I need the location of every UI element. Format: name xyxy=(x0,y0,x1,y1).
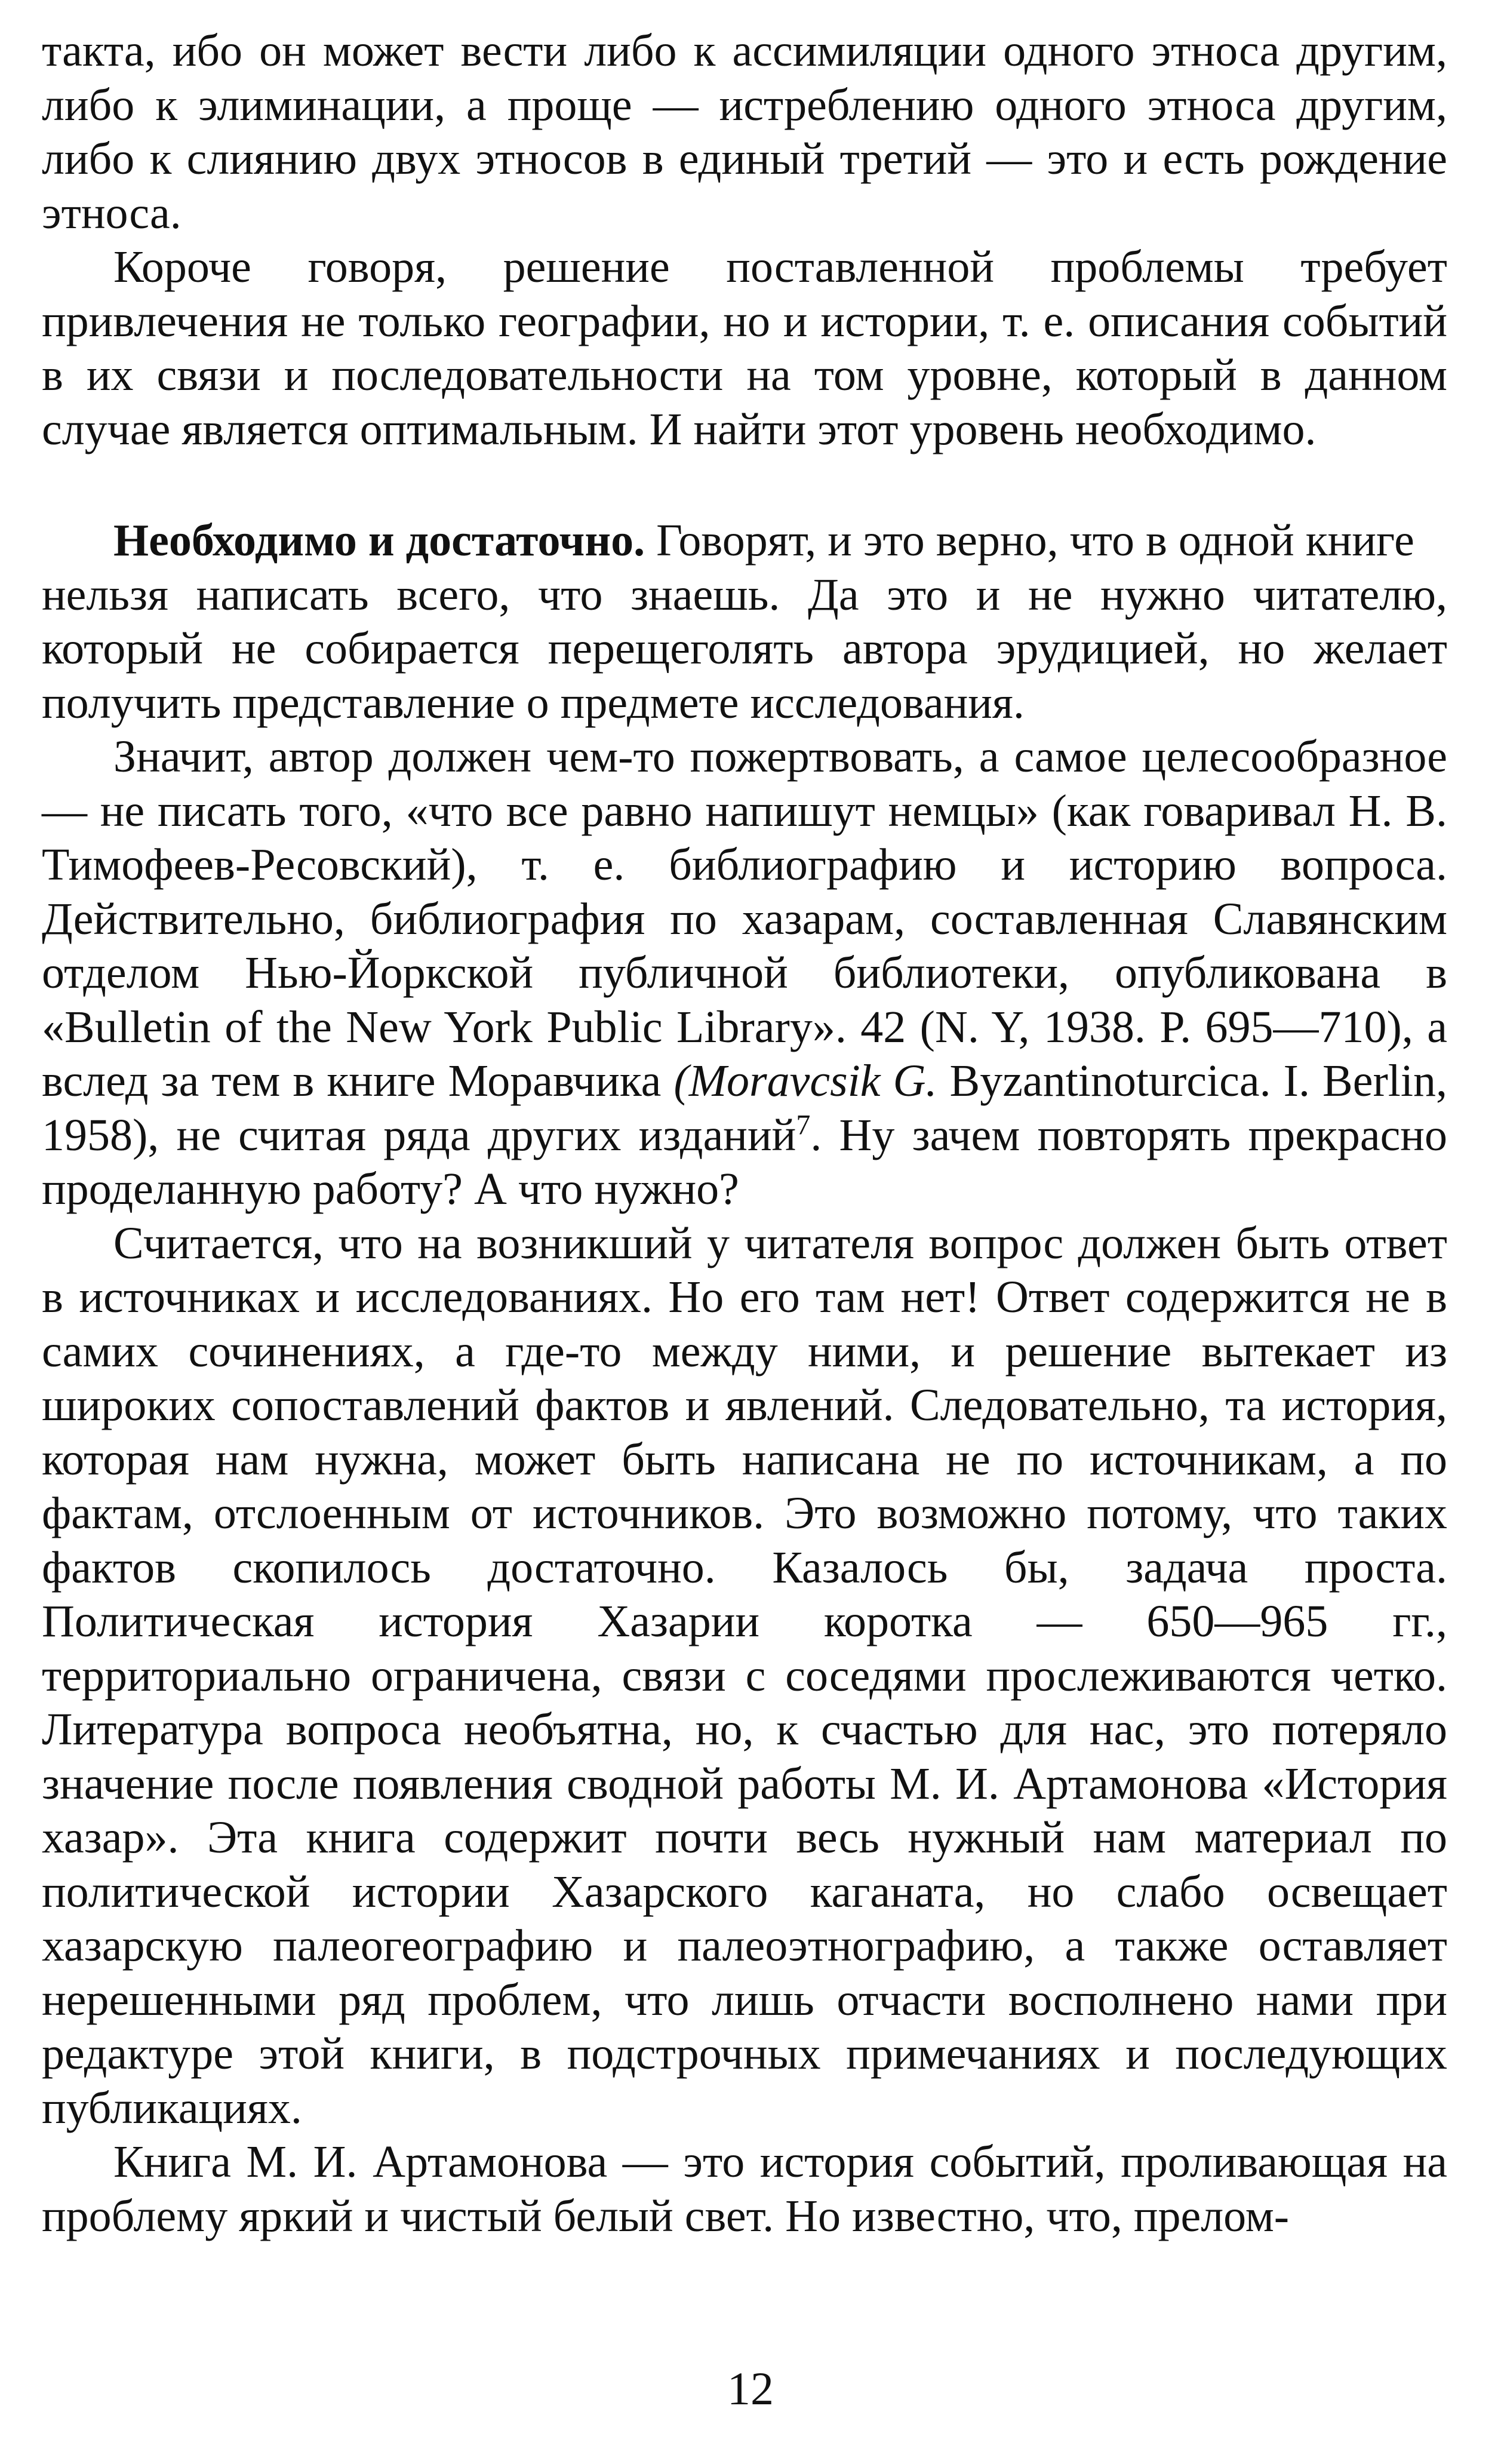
paragraph-1: такта, ибо он может вести либо к ассимиляции одного этноса другим, либо к элиминации, а проще — истреблению одного этноса другим, либо к слиянию двух этносов в единый третий — это и есть рождение этноса. xyxy=(42,26,1447,238)
page-number: 12 xyxy=(727,2362,774,2414)
paragraph-2: Короче говоря, решение поставленной проблемы требует привлечения не только географии, но и истории, т. е. описания событий в их связи и последовательности на том уровне, который в данном случае является оптимальным. И найти этот уровень необходимо. xyxy=(42,242,1447,454)
section-heading-continuation: нельзя написать всего, что знаешь. Да это и не нужно читателю, который не собирается перещеголять автора эрудицией, но желает получить представление о предмете исследования. xyxy=(42,569,1447,728)
citation-author: (Moravcsik G. xyxy=(673,1056,937,1106)
book-page xyxy=(42,24,1447,2243)
footnote-marker: 7 xyxy=(796,1109,811,1141)
paragraph-kniga: Книга М. И. Артамонова — это история событий, проливающая на проблему яркий и чистый белый свет. Но известно, что, прелом- xyxy=(42,2137,1447,2241)
paragraph-znachit-text-2: Byzantinoturcica. I. Berlin, 1958), не считая ряда других изданий xyxy=(42,1056,1447,1160)
section-heading: Необходимо и достаточно. xyxy=(113,515,645,566)
section-block xyxy=(42,514,1447,730)
paragraph-znachit-text-1: Значит, автор должен чем-то пожертвовать, а самое целесообразное — не писать того, «что все равно напишут немцы» (как говаривал Н. В. Тимофеев-Ресовский), т. е. библиографию и историю вопроса. Действительно, библиография по хазарам, составленная Славянским отделом Нью-Йоркской публичной библиотеки, опубликована в «Bulletin of the New York Public Library». 42 (N. Y, 1938. P. 695—710), а вслед за тем в книге Моравчика xyxy=(42,732,1447,1106)
paragraph-schitaetsya: Считается, что на возникший у читателя вопрос должен быть ответ в источниках и исследованиях. Но его там нет! Ответ содержится не в самих сочинениях, а где-то между ними, и решение вытекает из широких сопоставлений фактов и явлений. Следовательно, та история, которая нам нужна, может быть написана не по источникам, а по фактам, отслоенным от источников. Это возможно потому, что таких фактов скопилось достаточно. Казалось бы, задача проста. Политическая история Хазарии коротка — 650—965 гг., территориально ограничена, связи с соседями прослеживаются четко. Литература вопроса необъятна, но, к счастью для нас, это потеряло значение после появления сводной работы М. И. Артамонова «История хазар». Эта книга содержит почти весь нужный нам материал по политической истории Хазарского каганата, но слабо освещает хазарскую палеогеографию и палеоэтнографию, а также оставляет нерешенными ряд проблем, что лишь отчасти восполнено нами при редактуре этой книги, в подстрочных примечаниях и последующих публикациях. xyxy=(42,1218,1447,2133)
section-heading-line xyxy=(42,514,1447,568)
paragraph-znachit xyxy=(42,730,1447,1216)
section-heading-text: Говорят, и это верно, что в одной книге xyxy=(645,515,1414,566)
paragraph-znachit-text-3: . Ну зачем повторять прекрасно проделанную работу? А что нужно? xyxy=(42,1110,1447,1214)
